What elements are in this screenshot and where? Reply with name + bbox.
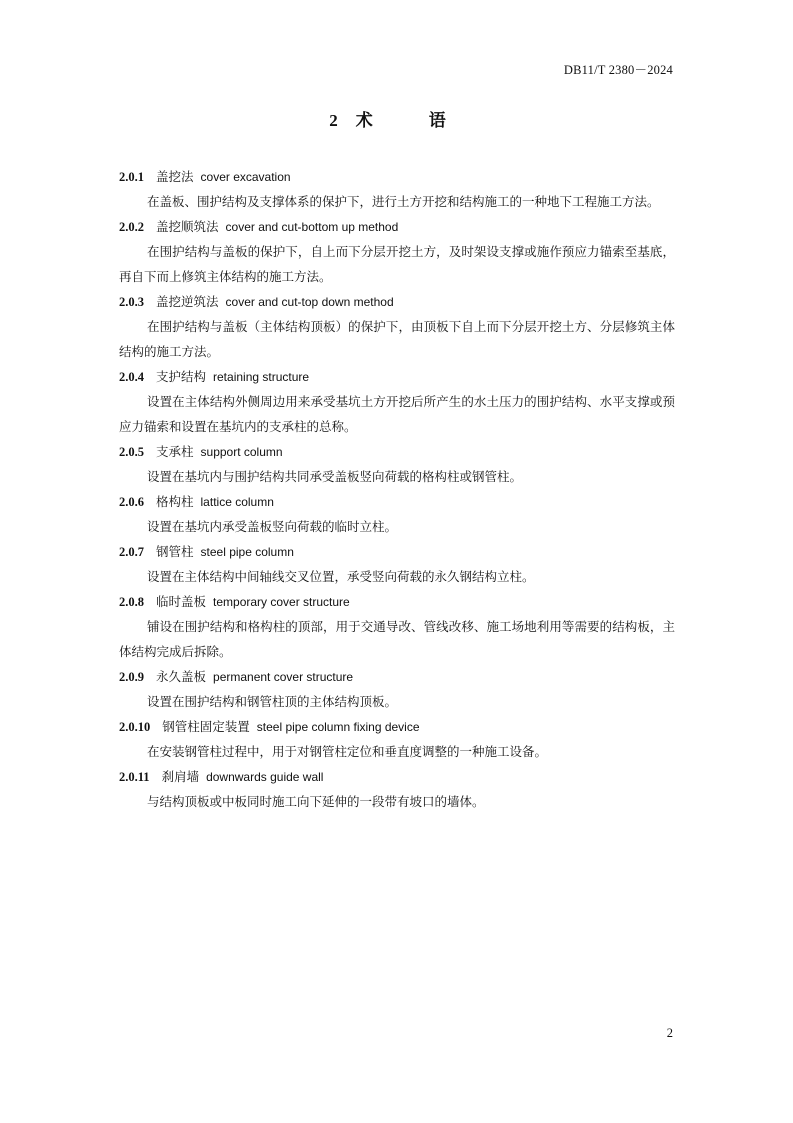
term-english-name: retaining structure	[213, 370, 310, 384]
term-definition: 在盖板、围护结构及支撑体系的保护下，进行土方开挖和结构施工的一种地下工程施工方法。	[147, 194, 660, 209]
term-definition: 铺设在围护结构和格构柱的顶部，用于交通导改、管线改移、施工场地利用等需要的结构板，主体结构完成后拆除。	[119, 619, 675, 659]
term-english-name: support column	[200, 445, 283, 459]
term-entry	[119, 289, 675, 364]
terms-list	[119, 164, 675, 814]
term-english-name: temporary cover structure	[213, 595, 350, 609]
term-chinese-name: 临时盖板	[156, 594, 207, 609]
term-number: 2.0.4	[119, 370, 144, 384]
chapter-heading	[0, 106, 793, 131]
term-english-name: permanent cover structure	[213, 670, 354, 684]
term-chinese-name: 支护结构	[156, 369, 207, 384]
term-definition: 设置在基坑内与围护结构共同承受盖板竖向荷载的格构柱或钢管柱。	[147, 469, 523, 484]
term-definition: 在安装钢管柱过程中，用于对钢管柱定位和垂直度调整的一种施工设备。	[147, 744, 548, 759]
term-number: 2.0.8	[119, 595, 144, 609]
term-number: 2.0.9	[119, 670, 144, 684]
term-definition: 设置在主体结构中间轴线交叉位置，承受竖向荷载的永久钢结构立柱。	[147, 569, 535, 584]
term-heading	[119, 764, 675, 789]
term-number: 2.0.1	[119, 170, 144, 184]
term-heading	[119, 439, 675, 464]
page-number: 2	[666, 1026, 673, 1040]
term-heading	[119, 489, 675, 514]
term-definition: 设置在基坑内承受盖板竖向荷载的临时立柱。	[147, 519, 398, 534]
term-number: 2.0.10	[119, 720, 151, 734]
term-heading	[119, 589, 675, 614]
term-definition: 设置在围护结构和钢管柱顶的主体结构顶板。	[147, 694, 398, 709]
term-entry	[119, 214, 675, 289]
term-entry	[119, 439, 675, 489]
term-chinese-name: 格构柱	[156, 494, 194, 509]
term-heading	[119, 289, 675, 314]
term-number: 2.0.7	[119, 545, 144, 559]
term-english-name: downwards guide wall	[206, 770, 324, 784]
term-definition: 在围护结构与盖板（主体结构顶板）的保护下，由顶板下自上而下分层开挖土方、分层修筑主体结构的施工方法。	[119, 319, 675, 359]
term-english-name: cover and cut-bottom up method	[225, 220, 399, 234]
term-chinese-name: 钢管柱固定装置	[162, 719, 250, 734]
term-chinese-name: 刹肩墙	[161, 769, 200, 784]
term-chinese-name: 永久盖板	[156, 669, 207, 684]
term-number: 2.0.11	[119, 770, 150, 784]
term-number: 2.0.6	[119, 495, 144, 509]
term-heading	[119, 364, 675, 389]
term-english-name: lattice column	[200, 495, 274, 509]
term-number: 2.0.5	[119, 445, 144, 459]
term-chinese-name: 盖挖逆筑法	[156, 294, 219, 309]
chapter-number: 2	[329, 111, 338, 130]
term-entry	[119, 364, 675, 439]
term-entry	[119, 589, 675, 664]
term-entry	[119, 164, 675, 214]
term-chinese-name: 钢管柱	[156, 544, 194, 559]
term-heading	[119, 539, 675, 564]
term-english-name: steel pipe column fixing device	[256, 720, 420, 734]
term-entry	[119, 664, 675, 714]
term-entry	[119, 489, 675, 539]
term-english-name: cover and cut-top down method	[225, 295, 394, 309]
term-heading	[119, 664, 675, 689]
term-number: 2.0.2	[119, 220, 144, 234]
term-chinese-name: 盖挖顺筑法	[156, 219, 219, 234]
term-chinese-name: 盖挖法	[156, 169, 194, 184]
term-english-name: steel pipe column	[200, 545, 294, 559]
term-heading	[119, 214, 675, 239]
term-heading	[119, 164, 675, 189]
chapter-title: 术 语	[355, 111, 464, 131]
term-definition: 在围护结构与盖板的保护下，自上而下分层开挖土方，及时架设支撑或施作预应力锚索至基底，再自下而上修筑主体结构的施工方法。	[119, 244, 675, 284]
term-entry	[119, 764, 675, 814]
term-number: 2.0.3	[119, 295, 144, 309]
document-number: DB11/T 2380－2024	[563, 63, 673, 77]
term-definition: 与结构顶板或中板同时施工向下延伸的一段带有坡口的墙体。	[147, 794, 485, 809]
term-heading	[119, 714, 675, 739]
term-entry	[119, 539, 675, 589]
term-english-name: cover excavation	[200, 170, 291, 184]
term-chinese-name: 支承柱	[156, 444, 194, 459]
term-definition: 设置在主体结构外侧周边用来承受基坑土方开挖后所产生的水土压力的围护结构、水平支撑或预应力锚索和设置在基坑内的支承柱的总称。	[119, 394, 675, 434]
term-entry	[119, 714, 675, 764]
